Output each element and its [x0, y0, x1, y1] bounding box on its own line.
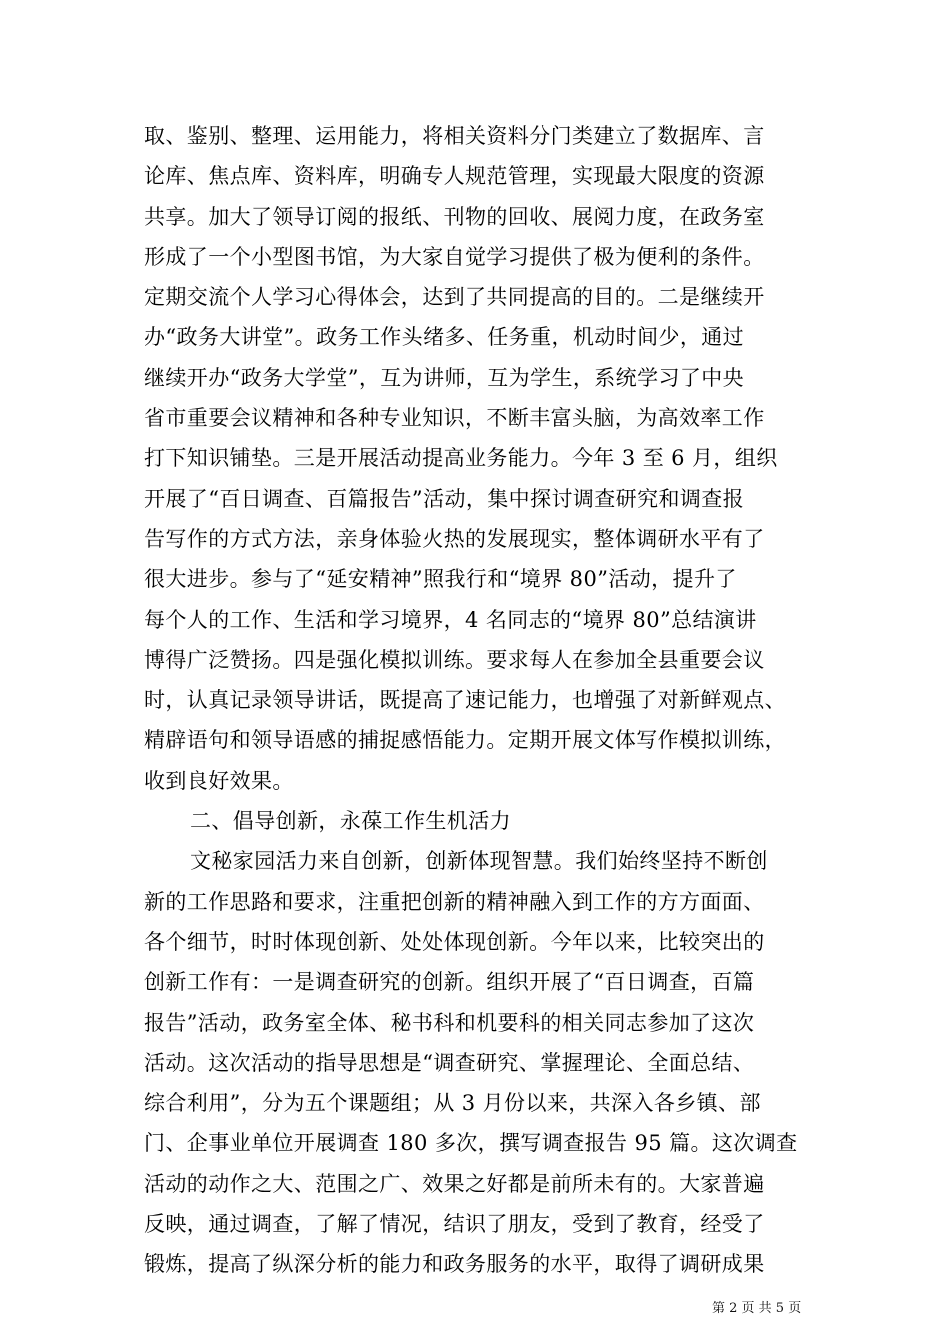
document-body [144, 116, 814, 1285]
text-line: 活动的动作之大、范围之广、效果之好都是前所未有的。大家普遍 [144, 1171, 765, 1196]
text-line: 文秘家园活力来自创新，创新体现智慧。我们始终坚持不断创 [190, 849, 768, 874]
text-line: 报告”活动，政务室全体、秘书科和机要科的相关同志参加了这次 [144, 1010, 755, 1035]
text-line: 告写作的方式方法，亲身体验火热的发展现实，整体调研水平有了 [144, 526, 765, 551]
text-line: 开展了“百日调查、百篇报告”活动，集中探讨调查研究和调查报 [144, 486, 745, 511]
text-line: 形成了一个小型图书馆，为大家自觉学习提供了极为便利的条件。 [144, 244, 765, 269]
text-line: 门、企事业单位开展调查 180 多次，撰写调查报告 95 篇。这次调查 [144, 1131, 798, 1156]
text-line: 省市重要会议精神和各种专业知识，不断丰富头脑，为高效率工作 [144, 406, 765, 431]
text-line: 各个细节，时时体现创新、处处体现创新。今年以来，比较突出的 [144, 929, 765, 954]
text-line: 博得广泛赞扬。四是强化模拟训练。要求每人在参加全县重要会议 [144, 647, 765, 672]
text-line: 继续开办“政务大学堂”，互为讲师，互为学生，系统学习了中央 [144, 365, 745, 390]
text-line: 收到良好效果。 [144, 768, 294, 793]
text-line: 时，认真记录领导讲话，既提高了速记能力，也增强了对新鲜观点、 [144, 688, 786, 713]
text-line: 取、鉴别、整理、运用能力，将相关资料分门类建立了数据库、言 [144, 124, 765, 148]
text-line: 创新工作有：一是调查研究的创新。组织开展了“百日调查，百篇 [144, 970, 755, 995]
text-line: 二、倡导创新，永葆工作生机活力 [190, 809, 511, 834]
text-line: 办“政务大讲堂”。政务工作头绪多、任务重，机动时间少，通过 [144, 325, 745, 350]
text-line: 共享。加大了领导订阅的报纸、刊物的回收、展阅力度，在政务室 [144, 204, 765, 229]
text-line: 很大进步。参与了“延安精神”照我行和“境界 80”活动，提升了 [144, 567, 737, 592]
text-line: 综合利用”，分为五个课题组；从 3 月份以来，共深入各乡镇、部 [144, 1091, 761, 1116]
page-number: 第 2 页 共 5 页 [712, 1301, 802, 1316]
text-line: 每个人的工作、生活和学习境界，4 名同志的“境界 80”总结演讲 [144, 607, 757, 632]
text-line: 活动。这次活动的指导思想是“调查研究、掌握理论、全面总结、 [144, 1050, 755, 1075]
text-line: 打下知识铺垫。三是开展活动提高业务能力。今年 3 至 6 月，组织 [144, 446, 778, 471]
text-line: 新的工作思路和要求，注重把创新的精神融入到工作的方方面面、 [144, 889, 765, 914]
text-line: 锻炼，提高了纵深分析的能力和政务服务的水平，取得了调研成果 [144, 1252, 765, 1277]
text-line: 论库、焦点库、资料库，明确专人规范管理，实现最大限度的资源 [144, 164, 765, 189]
text-line: 精辟语句和领导语感的捕捉感悟能力。定期开展文体写作模拟训练， [144, 728, 786, 753]
text-line: 反映，通过调查，了解了情况，结识了朋友，受到了教育，经受了 [144, 1212, 765, 1237]
text-line: 定期交流个人学习心得体会，达到了共同提高的目的。二是继续开 [144, 285, 765, 310]
